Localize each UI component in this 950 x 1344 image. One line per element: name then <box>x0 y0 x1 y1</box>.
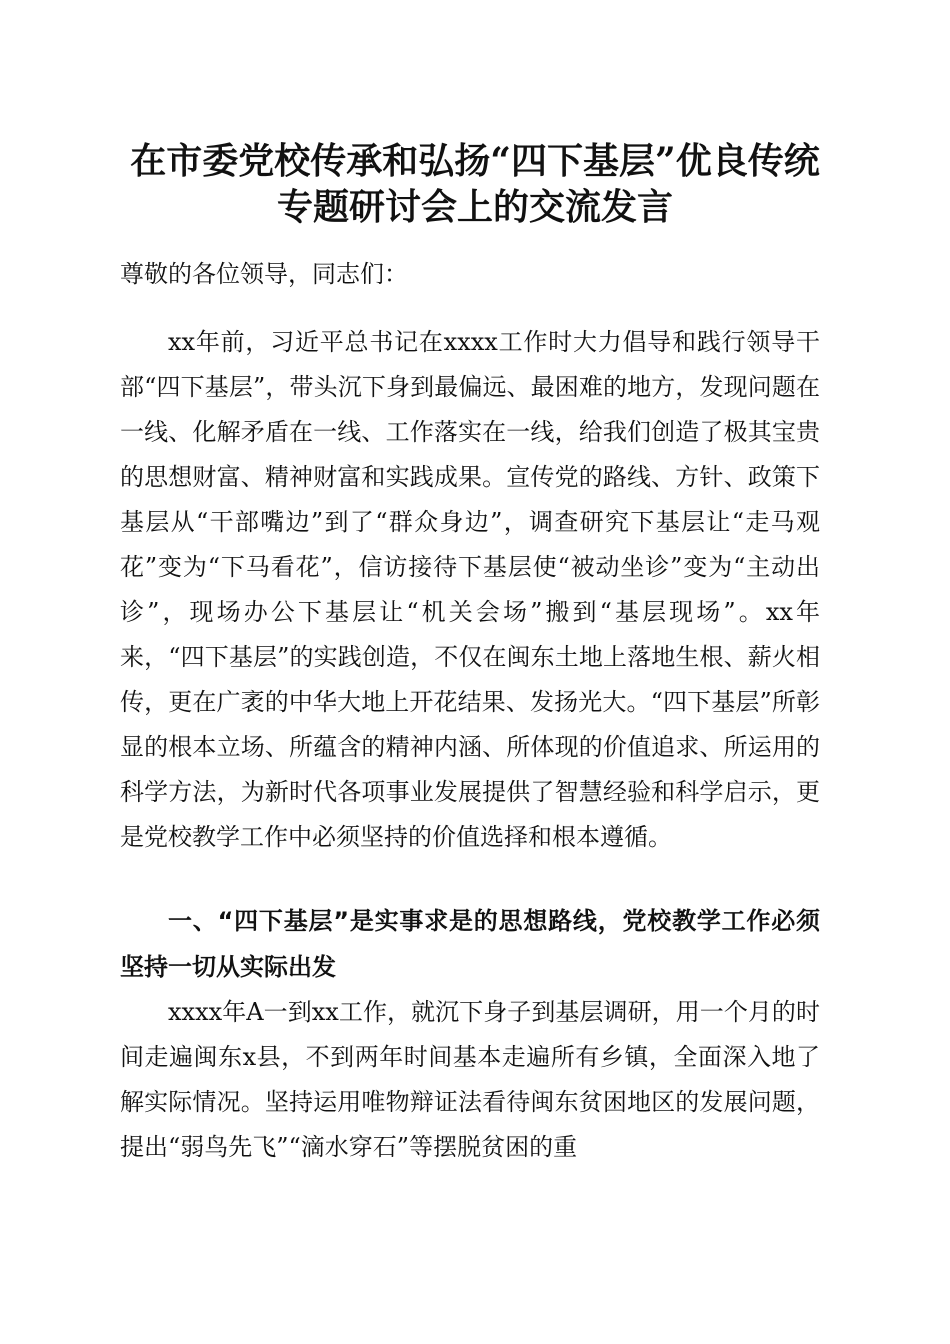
document-title-line-1: 在市委党校传承和弘扬“四下基层”优良传统 <box>130 140 820 182</box>
salutation: 尊敬的各位领导，同志们： <box>120 260 408 288</box>
paragraph-section-1: xxxx年A一到xx工作，就沉下身子到基层调研，用一个月的时间走遍闽东x县，不到两年时间基本走遍所有乡镇，全面深入地了解实际情况。坚持运用唯物辩证法看待闽东贫困地区的发展问题，提出“弱鸟先飞”“滴水穿石”等摆脱贫困的重 <box>120 998 820 1161</box>
document-title-line-2: 专题研讨会上的交流发言 <box>276 186 673 228</box>
paragraph-intro: xx年前，习近平总书记在xxxx工作时大力倡导和践行领导干部“四下基层”，带头沉下身到最偏远、最困难的地方，发现问题在一线、化解矛盾在一线、工作落实在一线，给我们创造了极其宝贵的思想财富、精神财富和实践成果。宣传党的路线、方针、政策下基层从“干部嘴边”到了“群众身边”，调查研究下基层让“走马观花”变为“下马看花”，信访接待下基层使“被动坐诊”变为“主动出诊”，现场办公下基层让“机关会场”搬到“基层现场”。xx年来，“四下基层”的实践创造，不仅在闽东土地上落地生根、薪火相传，更在广袤的中华大地上开花结果、发扬光大。“四下基层”所彰显的根本立场、所蕴含的精神内涵、所体现的价值追求、所运用的科学方法，为新时代各项事业发展提供了智慧经验和科学启示，更是党校教学工作中必须坚持的价值选择和根本遵循。 <box>120 328 820 851</box>
section-heading-1: 一、“四下基层”是实事求是的思想路线，党校教学工作必须坚持一切从实际出发 <box>120 907 820 981</box>
